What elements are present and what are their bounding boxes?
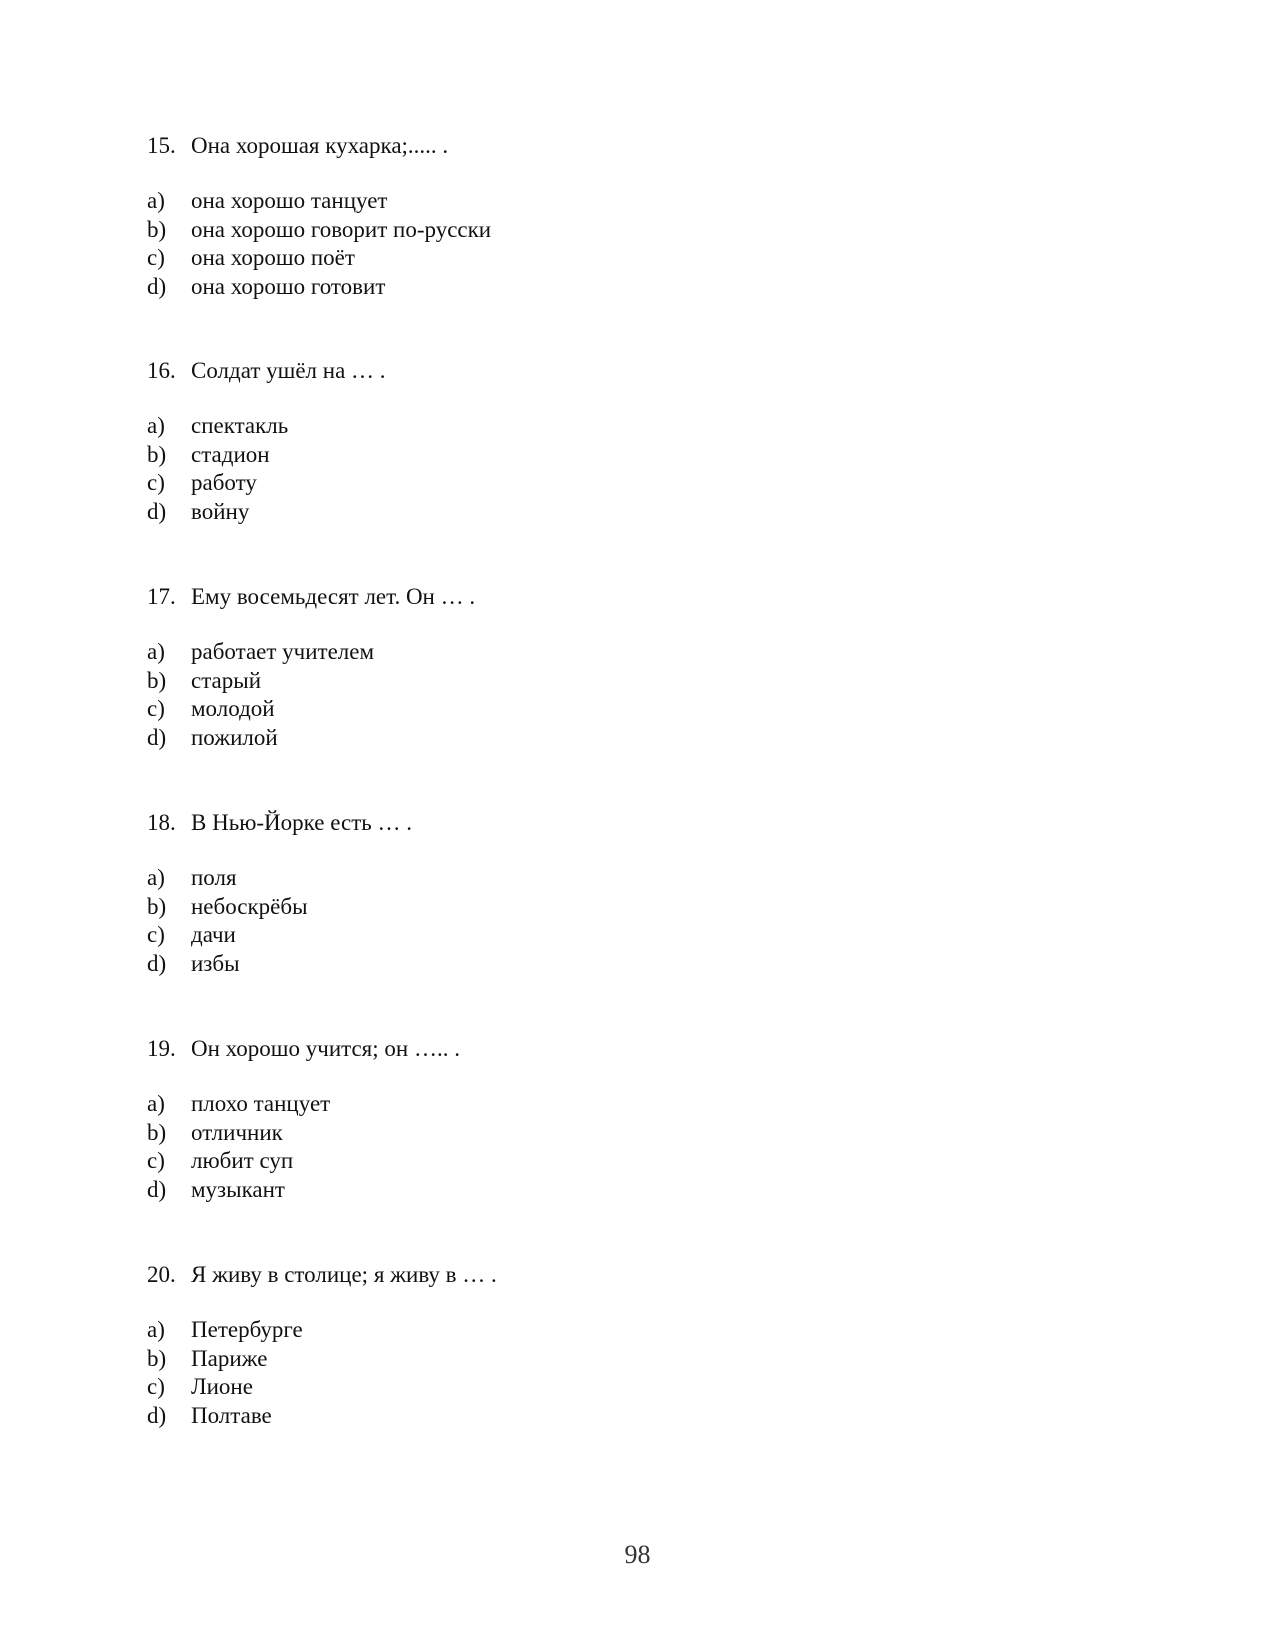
option-letter: a)	[147, 639, 165, 664]
answer-option	[147, 695, 1047, 724]
question-text: Солдат ушёл на … .	[191, 358, 386, 383]
answer-option	[147, 273, 1047, 302]
question-stem	[147, 808, 1047, 837]
question-number: 20.	[147, 1262, 176, 1287]
option-letter: b)	[147, 667, 167, 693]
option-text: войну	[191, 498, 250, 524]
question-text: Я живу в столице; я живу в … .	[191, 1262, 497, 1287]
question-text: Ему восемьдесят лет. Он … .	[191, 584, 476, 609]
option-text: старый	[191, 667, 262, 693]
option-text: плохо танцует	[191, 1091, 331, 1116]
option-text: небоскрёбы	[191, 893, 308, 919]
option-text: она хорошо поёт	[191, 245, 355, 270]
option-text: дачи	[191, 922, 236, 947]
option-text: она хорошо готовит	[191, 273, 386, 299]
option-text: отличник	[191, 1119, 283, 1145]
option-letter: c)	[147, 1148, 165, 1173]
answer-option	[147, 1402, 1047, 1431]
question-stem	[147, 1260, 1047, 1289]
option-text: музыкант	[191, 1176, 285, 1202]
option-letter: a)	[147, 865, 165, 890]
option-text: Париже	[191, 1345, 268, 1371]
question-stem	[147, 131, 1047, 160]
option-text: молодой	[191, 696, 275, 721]
answer-option	[147, 724, 1047, 753]
answer-option	[147, 1373, 1047, 1402]
answer-option	[147, 1090, 1047, 1119]
option-letter: b)	[147, 1119, 167, 1145]
question-16	[147, 356, 1047, 526]
question-20	[147, 1260, 1047, 1430]
option-letter: a)	[147, 188, 165, 213]
question-19	[147, 1034, 1047, 1204]
answer-option	[147, 1345, 1047, 1374]
answer-option	[147, 1147, 1047, 1176]
option-text: работает учителем	[191, 639, 375, 664]
answer-options	[147, 864, 1047, 978]
question-stem	[147, 1034, 1047, 1063]
answer-option	[147, 638, 1047, 667]
option-letter: d)	[147, 724, 167, 750]
question-stem	[147, 356, 1047, 385]
answer-options	[147, 1090, 1047, 1204]
answer-options	[147, 1316, 1047, 1430]
answer-option	[147, 187, 1047, 216]
answer-option	[147, 412, 1047, 441]
option-text: спектакль	[191, 413, 289, 438]
option-letter: d)	[147, 273, 167, 299]
question-15	[147, 131, 1047, 301]
option-letter: a)	[147, 1091, 165, 1116]
option-letter: b)	[147, 216, 167, 242]
option-text: пожилой	[191, 724, 278, 750]
question-18	[147, 808, 1047, 978]
answer-option	[147, 1316, 1047, 1345]
question-number: 15.	[147, 133, 176, 158]
option-text: она хорошо танцует	[191, 188, 388, 213]
question-text: Он хорошо учится; он ….. .	[191, 1036, 460, 1061]
answer-option	[147, 244, 1047, 273]
answer-options	[147, 412, 1047, 526]
option-letter: d)	[147, 950, 167, 976]
option-text: Петербурге	[191, 1317, 303, 1342]
option-text: любит суп	[191, 1148, 294, 1173]
answer-option	[147, 1176, 1047, 1205]
page-number: 98	[624, 1540, 651, 1569]
question-number: 18.	[147, 810, 176, 835]
option-text: стадион	[191, 441, 270, 467]
option-text: Полтаве	[191, 1402, 272, 1428]
answer-option	[147, 864, 1047, 893]
question-text: Она хорошая кухарка;..... .	[191, 133, 449, 158]
answer-option	[147, 469, 1047, 498]
option-text: она хорошо говорит по-русски	[191, 216, 492, 242]
answer-option	[147, 1119, 1047, 1148]
answer-option	[147, 216, 1047, 245]
answer-option	[147, 441, 1047, 470]
option-letter: d)	[147, 1402, 167, 1428]
question-text: В Нью-Йорке есть … .	[191, 810, 412, 835]
option-letter: a)	[147, 1317, 165, 1342]
option-letter: b)	[147, 1345, 167, 1371]
answer-options	[147, 187, 1047, 301]
question-stem	[147, 582, 1047, 611]
answer-option	[147, 950, 1047, 979]
answer-options	[147, 638, 1047, 752]
answer-option	[147, 921, 1047, 950]
option-letter: b)	[147, 893, 167, 919]
option-letter: d)	[147, 498, 167, 524]
option-text: работу	[191, 470, 257, 495]
question-number: 19.	[147, 1036, 176, 1061]
question-number: 17.	[147, 584, 176, 609]
option-letter: b)	[147, 441, 167, 467]
question-17	[147, 582, 1047, 752]
option-letter: c)	[147, 696, 165, 721]
answer-option	[147, 667, 1047, 696]
answer-option	[147, 498, 1047, 527]
option-letter: c)	[147, 922, 165, 947]
option-text: Лионе	[191, 1374, 253, 1399]
option-letter: c)	[147, 470, 165, 495]
question-number: 16.	[147, 358, 176, 383]
option-text: избы	[191, 950, 240, 976]
option-letter: d)	[147, 1176, 167, 1202]
option-letter: c)	[147, 245, 165, 270]
answer-option	[147, 893, 1047, 922]
option-letter: c)	[147, 1374, 165, 1399]
option-text: поля	[191, 865, 237, 890]
option-letter: a)	[147, 413, 165, 438]
